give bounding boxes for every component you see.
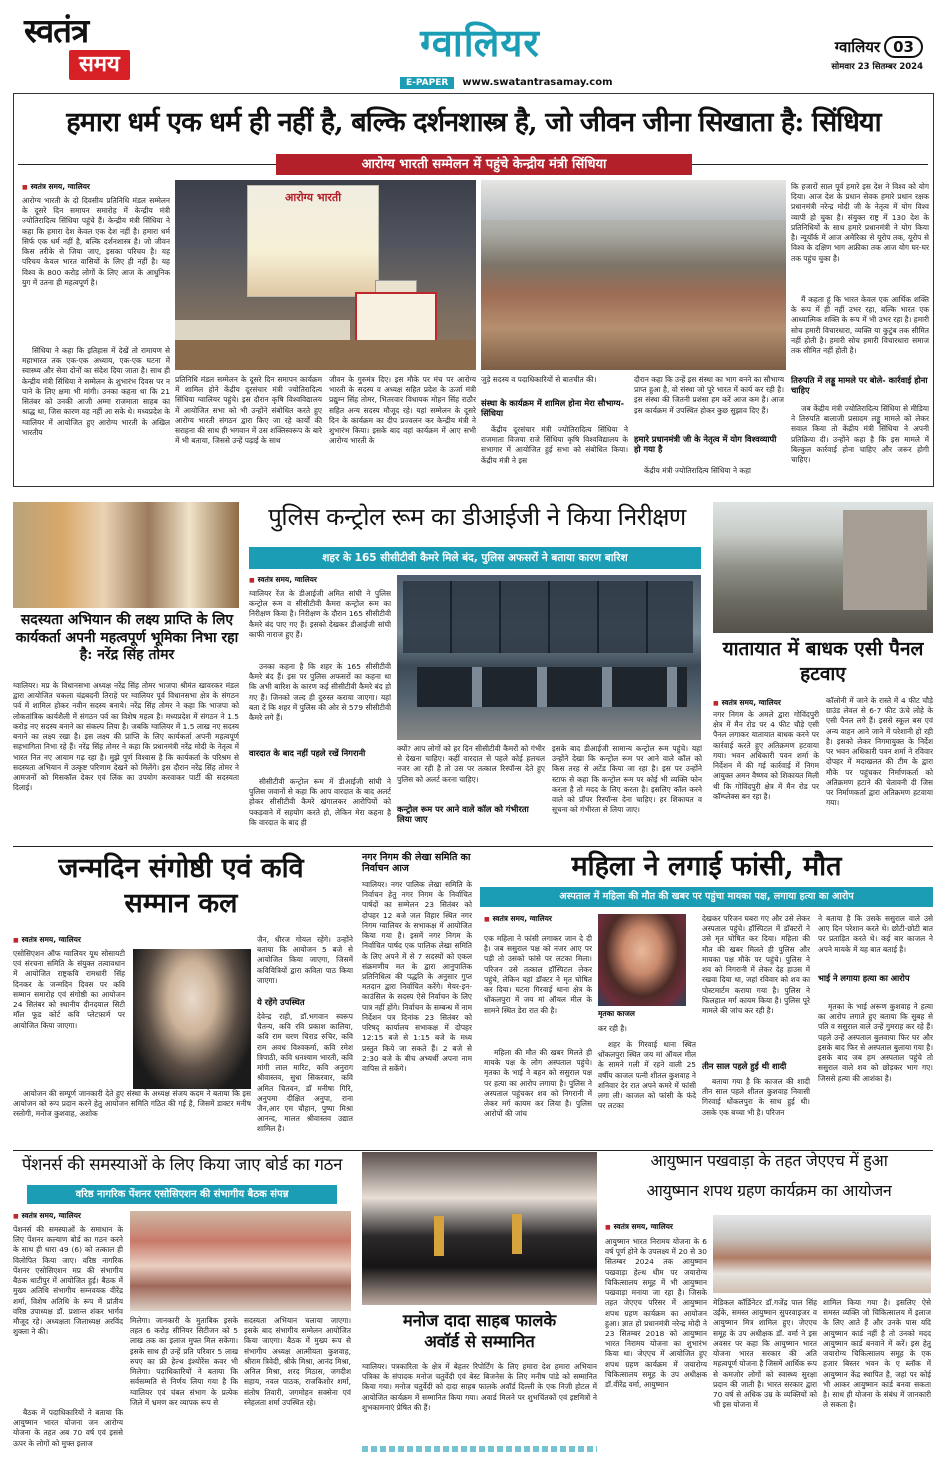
birthday-col2: जैन, धीरज गोयल रहेंगे। उन्होंने बताया कि आयोजन 5 बजे से आयोजित किया जाएगा, जिसमें कवियित्रियों द्वारा कविता पाठ किया जाएगा। xyxy=(257,935,353,985)
woman-col1b: महिला की मौत की खबर मिलते ही मायके पक्ष के लोग अस्पताल पहुंचे। मृतका के भाई ने बहन को ससुराल पक्ष पर हत्या का आरोप लगाया है। पुलिस ने अस्पताल पहुंचकर शव को निगरानी में लेकर मर्ग कायम कर लिया है। पुलिस आरोपों की जांच xyxy=(484,1048,592,1119)
membership-body: ग्वालियर। मप्र के विधानसभा अध्यक्ष नरेंद्र सिंह तोमर भाजपा श्रीमंत खावरकर मंडल द्वारा आयोजित चकला चंद्रबदनी तिराहे पर ग्वालियर पूर्व विधानसभा क्षेत्र के संगठन पर्व में शामिल होकर नवीन सदस्य बनाये। नरेंद्र सिंह तोमर ने कहा कि भाजपा को लोकतांत्रिक कार्यशैली में संगठन पर्व का विशेष महत्व है। मध्यप्रदेश में संगठन ने 1.5 करोड़ नए सदस्य बनाने का संकल्प लिया है। जबकि ग्वालियर में 1.5 लाख नए सदस्य बनाने का लक्ष्य रखा है। इस लक्ष्य की प्राप्ति के लिए कार्यकर्ता अपनी महत्वपूर्ण सहभागिता निभा रहे हैं। नरेंद्र सिंह तोमर ने कहा कि प्रधानमंत्री नरेंद्र मोदी के नेतृत्व में भारत नित नए आयाम गढ़ रहा है। मुझे पूर्ण विश्वास है कि कार्यकर्ता के परिश्रम से सदस्यता अभियान में उत्कृष्ट परिणाम देखने को मिलेंगे। इस दौरान नरेंद्र सिंह तोमर ने आमजनों को मिसकॉल देकर एवं लिंक का उपयोग करवाकर पार्टी की सदस्यता दिलाई। xyxy=(13,681,239,793)
video-wall xyxy=(403,581,693,653)
woman-col3: देखकर परिजन घबरा गए और उसे लेकर अस्पताल पहुंचे। हॉस्पिटल में डॉक्टरों ने उसे मृत घोषित कर दिया। महिला की मौत की खबर मिलते ही पुलिस और मायका पक्ष मौके पर पहुंचे। पुलिस ने शव को निगरानी में लेकर देह हाउस में रखवा दिया था, जहां रविवार को शव का पोस्टमार्टम कराया गया है। पुलिस ने फिलहाल मर्ग कायम किया है। पुलिस पूरे मामले की जांच कर रही है। xyxy=(702,914,810,1015)
police-col1: ग्वालियर रेंज के डीआईजी अमित सांघी ने पुलिस कन्ट्रोल रूम व सीसीटीवी कैमरा कन्ट्रोल रूम का निरीक्षण किया है। निरीक्षण के दौरान 165 सीसीटीवी कैमरे बंद पाए गए हैं। इसको देखकर डीआईजी सांघी काफी नाराज हुए हैं। xyxy=(249,589,391,639)
lead-col1b: सिंधिया ने कहा कि इतिहास में देखें तो रामायण से महाभारत तक एक-एक अध्याय, एक-एक घटना में स्वास्थ्य और सेवा दोनों का संदेश दिया जाता है। साथ ही केन्द्रीय मंत्री सिंधिया ने सम्मेलन के शुभारंभ दिवस पर न पाने के लिए क्षमा भी मांगी। उनका कहना था कि 21 सितंबर को उनकी आजी अम्मा राजमाता साहब का श्राद्ध था, जिस कारण वह नहीं आ सके थे। मध्यप्रदेश के ग्वालियर में आयोजित हुए आरोग्य भारती के अखिल भारतीय xyxy=(22,346,170,437)
lead-photo-stage xyxy=(175,180,476,370)
ayushman-col2: मेडिकल कॉर्डिनेटर डॉ.गजेंद्र पाल सिंह उईके, समस्त आयुष्मान सुपरवाइजर व आयुष्मान मित्र शामिल हुए। जेएएच समूह के उप अधीक्षक डॉ. वर्मा ने इस अवसर पर कहा कि आयुष्मान भारत योजना भारत सरकार की अति महत्वपूर्ण योजना है जिसमें आर्थिक रूप से कमजोर लोगों को स्वास्थ्य सुरक्षा प्रदान की जाती है। भारत सरकार द्वारा 70 वर्ष से अधिक उम्र के व्यक्तियों को भी इस योजना में xyxy=(713,1298,817,1410)
pensioners-story xyxy=(13,1155,353,1458)
pensioners-byline: ■ स्वतंत्र समय, ग्वालियर xyxy=(13,1211,81,1221)
pensioners-band: वरिष्ठ नागरिक पेंशनर एसोसिएशन की संभागीय बैठक संपन्न xyxy=(27,1185,337,1204)
pensioners-col1: पेंशनर्स की समस्याओं के समाधान के लिए पेंशनर कल्याण बोर्ड का गठन करने के साथ ही धारा 49 (6) को तत्काल ही विलोपित किया जाए। वरिष्ठ नागरिक पेंशनर एसोसिएशन मप्र की संभागीय बैठक थाटीपुर में आयोजित हुई। बैठक में मुख्य अतिथि संभागीय सम्नवयक वीरेंद्र शर्मा, विशेष अतिथि के रूप में प्रांतीय वरिष्ठ उपाध्यक्ष डॉ. प्रशान्त शंकर भार्गव मौजूद रहे। अध्यक्षता जिलाध्यक्ष अरविंद शुक्ला ने की। xyxy=(13,1225,123,1337)
woman-col4: ने बताया है कि उसके ससुराल वाले उसे आए दिन परेशान करते थे। छोटी-छोटी बात पर प्रताड़ित करते थे। कई बार काजल ने अपने मायके में यह बात बताई है। xyxy=(818,914,933,954)
lead-photo-audience xyxy=(481,180,786,370)
award-divider-band xyxy=(362,1446,597,1452)
police-col4: इसके बाद डीआईजी सामान्य कन्ट्रोल रूम पहुंचे। यहां उन्होंने देखा कि कन्ट्रोल रूम पर आने वाले कॉल को किस तरह से अटेंड किया जा रहा है। इस पर उन्होंने स्टाफ से कहा कि कन्ट्रोल रूम पर कोई भी व्यक्ति फोन करता है तो मदद के लिए करता है। इसलिए कॉल करने वाले को प्रॉपर रिस्पॉन्स देना चाहिए। हर शिकायत व सूचना को गंभीरता से लिया जाए। xyxy=(552,744,702,815)
epaper-bar xyxy=(400,70,618,88)
police-photo-control-room xyxy=(397,575,701,740)
award-photo xyxy=(362,1152,597,1305)
membership-headline: सदस्यता अभियान की लक्ष्य प्राप्ति के लिए कार्यकर्ता अपनी महत्वपूर्ण भूमिका निभा रहा है: नरेंद्र सिंह तोमर xyxy=(15,612,239,663)
lead-col5: दौरान कहा कि उन्हें इस संस्था का भाग बनने का सौभाग्य प्राप्त हुआ है, वो संस्था जो पूरे भारत में कार्य कर रही है। इस संस्था की जितनी प्रशंसा हम करें आज कम है। आज इस कार्यक्रम में उपस्थित होकर कुछ सुझाव दिए हैं। xyxy=(634,375,784,415)
woman-col4-subhead: भाई ने लगाया हत्या का आरोप xyxy=(818,973,910,983)
trophy-left xyxy=(434,1216,444,1256)
police-col2: सीसीटीवी कन्ट्रोल रूम में डीआईजी सांघी ने पुलिस जवानों से कहा कि आप वारदात के बाद अलर्ट होकर सीसीटीवी कैमरे खंगालकर आरोपियों को पकड़वाने में सहयोग करते हो, लेकिन मेरा कहना है कि वारदात के बाद ही xyxy=(249,777,391,827)
masthead xyxy=(0,0,945,92)
woman-col3-subhead: तीन साल पहले हुई थी शादी xyxy=(702,1061,787,1071)
birthday-byline: ■ स्वतंत्र समय, ग्वालियर xyxy=(13,935,81,945)
website-link[interactable]: www.swatantrasamay.com xyxy=(462,77,613,88)
monitor-row xyxy=(417,667,687,707)
birthday-col2-subhead: ये रहेंगे उपस्थित xyxy=(257,997,305,1007)
city-title: ग्वालियर xyxy=(420,21,540,65)
woman-band: अस्पताल में महिला की मौत की खबर पर पहुंचा मायका पक्ष, लगाया हत्या का आरोप xyxy=(480,887,933,907)
lead-col1: आरोग्य भारती के दो दिवसीय प्रतिनिधि मंडल सम्मेलन के दूसरे दिन समापन समारोह में केन्द्रीय मंत्री ज्योतिरादित्य सिंधिया पहुंचे हैं। केन्द्रीय मंत्री सिंधिया ने कहा कि हमारा देश केवल एक देश नहीं है। हमारा धर्म सिर्फ एक धर्म नहीं है, बल्कि दर्शनशास्त्र है। जो जीवन किस तरीके से जिया जाए, इसका परिचय है। यह परिचय केवल भारत वासियों के लिए ही नहीं है। यह विश्व के 800 करोड़ लोगों के लिए आज के आधुनिक युग में उतना ही महत्वपूर्ण है। xyxy=(22,196,170,287)
membership-story xyxy=(13,502,241,838)
section-divider xyxy=(13,846,933,847)
municipal-story xyxy=(362,852,472,1147)
ayushman-headline-1: आयुष्मान पखवाड़ा के तहत जेएएच में हुआ xyxy=(650,1151,888,1170)
lead-col6c: जब केंद्रीय मंत्री ज्योतिरादित्य सिंधिया से मीडिया ने तिरुपति बालाजी प्रसादम लड्डू मामले को लेकर सवाल किया तो केंद्रीय मंत्री सिंधिया ने अपनी प्रतिक्रिया दी। उन्होंने कहा है कि इस मामले में बिल्कुल कार्रवाई होना चाहिए और जरूर होगी चाहिए। xyxy=(791,404,929,465)
traffic-col2: कॉलोनी में जाने के रास्ते में 4 फीट चौड़े ग्राउंड लेवल से 6-7 फीट ऊंचे लोहे के एसी पैनल लगे हैं। इससे स्कूल बस एवं अन्य वाहन आने जाने में परेशानी हो रही है। इसको लेकर निगमायुक्त के निर्देश पर भवन अधिकारी पवन शर्मा ने रविवार दोपहर में मदाखलत की टीम के द्वारा मौके पर पहुंचकर निर्माणकर्ता को अतिक्रमण हटाने की चेतावनी दी जिस पर निर्माणकर्ता द्वारा अतिक्रमण हटवाया गया। xyxy=(826,696,933,808)
woman-story xyxy=(480,852,933,1147)
municipal-body: ग्वालियर। नगर पालिक लेखा समिति के निर्वाचन हेतु नगर निगम के निर्वाचित पार्षदों का सम्मेलन 23 सितंबर को दोपहर 12 बजे जल विहार स्थित नगर निगम ग्वालियर के सभाकक्ष में आयोजित किया गया है। इसमें नगर निगम के निर्वाचित पार्षद एक पालिक लेखा समिति के लिए अपने में से 7 सदस्यों को एकल संक्रमणीय मत के द्वारा आनुपातिक प्रतिनिधित्व की पद्धति के अनुसार गुप्त मतदान द्वारा निर्वाचित करेंगे। मेयर-इन-काउंसिल के सदस्य ऐसे निर्वाचन के लिए पात्र नहीं होंगे। निर्वाचन के सम्बन्ध में नाम निर्देशन पत्र दिनांक 23 सितंबर को परिषद् कार्यालय सभाकक्ष में दोपहर 12:15 बजे से 1:15 बजे के मध्य प्रस्तुत किये जा सकते हैं। 2 बजे से 2:30 बजे के बीच अभ्यर्थी अपना नाम वापिस ले सकेंगे। xyxy=(362,880,472,1073)
traffic-story xyxy=(713,502,933,838)
ayushman-story xyxy=(605,1152,933,1458)
police-byline: ■ स्वतंत्र समय, ग्वालियर xyxy=(249,575,317,585)
lead-col6: कि हजारों साल पूर्व हमारे इस देश ने विश्व को योग दिया। आज देश के प्रधान सेवक हमारे प्रधान रक्षक प्रधानमंत्री नरेन्द्र मोदी जी के नेतृत्व में योग विश्व व्यापी हो चुका है। संयुक्त राष्ट्र में 130 देश के प्रतिनिधियों के साथ हमारे प्रधानमंत्री ने योग किया है। न्यूयॉर्क में आज अमेरिका से यूरोप तक, यूरोप से विश्व के दक्षिण भाग अफ्रीका तक आज योग घर-घर तक पहुंच चुका है। xyxy=(791,182,929,263)
edition-date: सोमवार 23 सितम्बर 2024 xyxy=(831,62,923,72)
stage-table xyxy=(175,320,350,340)
traffic-byline: ■ स्वतंत्र समय, ग्वालियर xyxy=(713,698,781,708)
award-headline-2: अवॉर्ड से सम्मानित xyxy=(424,1332,535,1351)
birthday-col2b: देवेन्द्र राही, डॉ.भगवान स्वरूप चैतन्य, कवि रवि प्रकाश कालिया, कवि राम चरण चिराड रुचिर, कवि राम अवध विश्वकर्मा, कवि रमेश त्रिपाठी, कवि धनश्याम भारती, कवि मांगी लाल मारिट, कवि अनुराग श्रीवास्तव, सुधा सिकरवार, कवि अमित चितवन, डॉ मनीषा गिरि, अनुपमा दीक्षित अनुपा, राना जैन,आर एम चौहान, पुष्पा मिश्रा आनन्द, मालत श्रीवास्तव उद्यात शामिल है। xyxy=(257,1012,353,1134)
pensioners-col2: मिलेगा। जानकारी के मुताबिक इसके तहत 6 करोड़ सीनियर सिटीजन को 5 लाख तक का इलाज मुफ्त मिल सकेगा। इसके साथ ही उन्हें प्रति परिवार 5 लाख रुपए का फ्री हेल्थ इंश्योरेंस कवर भी मिलेगा। पदाधिकारियों ने बताया कि सर्वसम्मति से निर्णय लिया गया है कि ग्वालियर एवं चंबल संभाग के प्रत्येक जिले में भ्रमण कर व्यापक रूप से xyxy=(130,1316,238,1407)
edition-city: ग्वालियर xyxy=(834,38,881,56)
membership-photo xyxy=(13,502,239,608)
woman-col3b: बताया गया है कि काजल की शादी तीन साल पहले शीतल कुशवाह निवासी गिरवाई धोंकलपुरा के साथ हुई थी। उसके एक बच्चा भी है। परिजन xyxy=(702,1077,810,1117)
ayushman-byline: ■ स्वतंत्र समय, ग्वालियर xyxy=(605,1222,673,1232)
birthday-story xyxy=(13,852,353,1147)
birthday-headline: जन्मदिन संगोष्ठी एवं कवि सम्मान कल xyxy=(58,853,304,919)
pensioners-col3: सदस्यता अभियान चलाया जाएगा। इसके बाद संभागीय सम्मेलन आयोजित किया जाएगा। बैठक में मुख्य रूप से संभागीय अध्यक्ष आत्मीयता कुशवाह, श्रीराम त्रिवेदी, श्रीके मिश्रा, आनंद मिश्रा, अनिल मिश्रा, शरद मिठास, जगदीश सहाय, नवल पाठक, राजकिशोर शर्मा, संतोष तिवारी, जगमोहन सक्सेना एवं स्नेहलता शर्मा उपस्थित रहे। xyxy=(244,1316,351,1407)
woman-col1: एक महिला ने फांसी लगाकर जान दे दी है। जब ससुराल पक्ष को नजर आए पर पड़ी तो उसको फांसे पर लटका मिला। परिजन उसे तत्काल हॉस्पिटल लेकर पहुंचे, लेकिन यहां डॉक्टर ने मृत घोषित कर दिया। घटना गिरवाई थाना क्षेत्र के धोंकलपुरा में जय मां ऑयल मील के सामने स्थित डेरा रात की है। xyxy=(484,934,592,1015)
stage-floor xyxy=(175,340,476,370)
police-col3: क्यों? आप लोगों को हर दिन सीसीटीवी कैमरों को गंभीर से देखना चाहिए। कहीं वारदात से पहले कोई हलचल नजर आ रही है तो उस पर तत्काल रिस्पॉन्स देते हुए पुलिस को अलर्ट करना चाहिए। xyxy=(397,744,545,784)
birthday-col1: एसोसिएशन ऑफ ग्वालियर यूथ सोसायटी एवं संरचना समिति के संयुक्त तत्वावधान में आयोजित राष्ट्रकवि रामधारी सिंह दिनकर के जन्मदिन दिवस पर कवि सम्मान समारोह एवं संगोष्ठी का आयोजन 24 सितंबर को स्थानीय दीनदयाल सिटी मॉल फूड कोर्ट कवि प्लेटफ़ार्म पर आयोजित किया जाएगा। xyxy=(13,949,125,1030)
ayushman-photo xyxy=(713,1215,931,1293)
lead-col6-subhead: तिरुपति में लड्डू मामले पर बोले- कार्रवाई होना चाहिए xyxy=(791,375,928,395)
lead-col2: प्रतिनिधि मंडल सम्मेलन के दूसरे दिन समापन कार्यक्रम में शामिल होने केंद्रीय दूरसंचार मंत्री ज्योतिरादित्य सिंधिया ग्वालियर पहुंचे। इस दौरान कृषि विश्वविद्यालय में आयोजित सभा को भी उन्होंने संबोधित करते हुए आरोग्य भारती संगठन द्वारा किए जा रहे कार्यों की सराहना की साथ ही भगवान में उस शक्तिस्वरूप के बारे में भी बताया, जिससे उन्हें पढ़ाई के साथ xyxy=(175,375,322,446)
building xyxy=(843,510,927,610)
page-info xyxy=(798,36,923,72)
traffic-col1: नगर निगम के अमले द्वारा गोविंदपुरी क्षेत्र में मैन रोड पर 4 फीट चौड़े एसी पैनल लगाकर यातायात बाधक करने पर कार्रवाई करते हुए अतिक्रमण हटवाया गया। भवन अधिकारी पवन शर्मा के निर्देशन में की गई कार्रवाई में निगम आयुक्त अमन वैष्णव को शिकायत मिली थी कि गोविंदपुरी क्षेत्र में मैन रोड पर कॉम्प्लेक्स बन रहा है। xyxy=(713,710,819,801)
ayushman-col3: शामिल किया गया है। इसलिए ऐसे समस्त व्यक्ति जो चिकित्सालय में इलाज के लिए आते हैं और उनके पास यदि आयुष्मान कार्ड नहीं है तो उनको मदद आयुष्मान कार्ड बनवाने में करें। इस हेतु जयारोग्य चिकित्सालय समूह के एक हजार बिस्तर भवन के ए ब्लॉक में आयुष्मान केंद्र स्थापित है, जहां पर कोई भी आकर आयुष्मान कार्ड बनवा सकता है। साथ ही योजना के संबंध में जानकारी ले सकता है। xyxy=(823,1298,931,1410)
award-headline-1: मनोज दादा साहब फालके xyxy=(402,1311,557,1330)
award-story xyxy=(362,1152,597,1458)
lead-col5-subhead: हमारे प्रधानमंत्री जी के नेतृत्व में योग विश्वव्यापी हो गया है xyxy=(634,434,777,454)
birthday-col1b: आयोजन की सम्पूर्ण जानकारी देते हुए संस्था के अध्यक्ष संजय कदम ने बताया कि इस आयोजन को रूप प्रदान करने हेतु आयोजन समिति गठित की गई है, जिसमें डाक्टर मनीष रस्तोगी, मनोज कुशवाह, अशोक xyxy=(13,1089,251,1119)
dinkar-portrait xyxy=(133,949,251,1089)
lead-col4b: केंद्रीय दूरसंचार मंत्री ज्योतिरादित्य सिंधिया ने राजमाता विजया राजे सिंधिया कृषि विश्वविद्यालय के सभागार में आयोजित हुई सभा को संबोधित किया। केंद्रीय मंत्री ने इस xyxy=(481,425,628,465)
award-body: ग्वालियर। पत्रकारिता के क्षेत्र में बेहतर रिपोर्टिंग के लिए हमारा देश हमारा अभियान पत्रिका के संपादक मनोज चतुर्वेदी एवं बेस्ट बिजनेस के लिए मनीष पांडे को सम्मानित किया गया। मनोज चतुर्वेदी को दादा साहब फालके अवॉर्ड दिल्ली के एक निजी होटल में आयोजित कार्यक्रम में सम्मानित किया गया। अवार्ड मिलने पर शुभचिंतकों एवं इष्टमित्रों ने शुभकामनाएं प्रेषित की हैं। xyxy=(362,1362,597,1412)
lead-band-rule xyxy=(692,164,928,165)
victim-photo-caption: मृतका काजल xyxy=(598,1009,635,1018)
pensioners-headline: पेंशनर्स की समस्याओं के लिए किया जाए बोर्ड का गठन xyxy=(21,1154,343,1174)
municipal-headline: नगर निगम की लेखा समिति का निर्वाचन आज xyxy=(362,852,471,875)
lead-story xyxy=(13,93,934,487)
ayushman-headline-2: आयुष्मान शपथ ग्रहण कार्यक्रम का आयोजन xyxy=(646,1181,892,1200)
epaper-label: E-PAPER xyxy=(400,77,454,89)
woman-byline: ■ स्वतंत्र समय, ग्वालियर xyxy=(484,914,552,924)
police-story xyxy=(249,502,705,838)
victim-photo xyxy=(598,914,686,1006)
hall-ceiling xyxy=(481,180,786,220)
lead-headline: हमारा धर्म एक धर्म ही नहीं है, बल्कि दर्शनशास्त्र है, जो जीवन जीना सिखाता है: सिंधिया xyxy=(66,107,881,138)
logo xyxy=(24,12,152,86)
police-col1-subhead: वारदात के बाद नहीं पहले रखें निगरानी xyxy=(249,748,366,758)
police-col3-subhead: कन्ट्रोल रूम पर आने वाले कॉल को गंभीरता लिया जाए xyxy=(397,804,529,824)
lead-col5b: केंद्रीय मंत्री ज्योतिरादित्य सिंधिया ने कहा xyxy=(644,466,751,475)
lead-col6b: मैं कहता हूं कि भारत केवल एक आर्थिक शक्ति के रूप में ही नहीं उभर रहा, बल्कि भारत एक आध्यात्मिक शक्ति के रूप में भी उभर रहा है। हमारी सोच हमारी विचारधारा, व्यक्ति या कुटुंब तक सीमित नहीं होती है। हमारी सोच हमारी विचारधारा समाज तक सीमित नहीं होती है। xyxy=(791,295,929,356)
trophy-right xyxy=(512,1214,522,1254)
woman-col2: कर रही है। xyxy=(598,1024,627,1033)
lead-band-rule xyxy=(18,164,276,165)
pensioners-photo xyxy=(130,1211,351,1311)
woman-col4b: मृतका के भाई अरूण कुशवाह ने हत्या का आरोप लगाते हुए बताया कि सुबह से पति व ससुराल वाले उन्हें गुमराह कर रहे हैं। पहले उन्हें अस्पताल बुलवाया फिर घर और इसके बाद फिर से अस्पताल बुलाया गया है। इसके बाद जब हम अस्पताल पहुंचे तो ससुराल वाले शव को छोड़कर भाग गए। जिससे हत्या की आशंका है। xyxy=(818,1002,933,1083)
lead-col4: जुड़े सदस्य व पदाधिकारियों से बातचीत की। xyxy=(481,375,597,384)
woman-col2b: शहर के गिरवाई थाना स्थित धोंकलपुरा स्थित जय मां ऑयल मील के सामने गली में रहने वाली 25 वर्षीय काजल पत्नी शीतल कुशवाह ने शनिवार देर रात अपने कमरे में फांसी लगा ली। काजल को फांसी के फंदे पर लटका xyxy=(598,1040,696,1111)
traffic-headline: यातायात में बाधक एसी पैनल हटवाए xyxy=(722,638,924,685)
stage-banner xyxy=(247,185,379,297)
police-band: शहर के 165 सीसीटीवी कैमरे मिले बंद, पुलिस अफसरों ने बताया कारण बारिश xyxy=(249,547,701,569)
lead-band: आरोग्य भारती सम्मेलन में पहुंचे केन्द्रीय मंत्री सिंधिया xyxy=(276,154,692,175)
logo-top: स्वतंत्र xyxy=(24,11,89,50)
page-number: 03 xyxy=(884,36,923,58)
woman-headline: महिला ने लगाई फांसी, मौत xyxy=(571,851,842,882)
lead-col3: जीवन के गुरुमंत्र दिए। इस मौके पर मंच पर आरोग्य भारती के सदस्य व अध्यक्ष सहित प्रदेश के ऊर्जा मंत्री प्रद्युम्न सिंह तोमर, भितरवार विधायक मोहन सिंह राठौर सहित अन्य सदस्य मौजूद रहे। यहां सम्मेलन के दूसरे दिन के कार्यक्रम का दीप प्रज्वलन कर केन्द्रीय मंत्री ने शुभारंभ किया। इसके बाद वहां कार्यक्रम में आए सभी आरोग्य भारती के xyxy=(329,375,476,446)
police-headline: पुलिस कन्ट्रोल रूम का डीआईजी ने किया निरीक्षण xyxy=(268,503,686,531)
logo-bottom: समय xyxy=(69,50,130,80)
banner-text: आरोग्य भारती xyxy=(284,191,342,204)
lead-col4-subhead: संस्था के कार्यक्रम में शामिल होना मेरा सौभाग्य- सिंधिया xyxy=(481,398,625,418)
pensioners-col1b: बैठक में पदाधिकारियों ने बताया कि आयुष्मान भारत योजना जन आरोग्य योजना के तहत अब 70 वर्ष एवं इससे ऊपर के लोगों को मुफ्त इलाज xyxy=(13,1408,123,1448)
traffic-photo xyxy=(713,502,933,633)
ayushman-col1: आयुष्मान भारत निरामय योजना के 6 वर्ष पूर्ण होने के उपलक्ष्य में 20 से 30 सितम्बर 2024 तक आयुष्मान पखवाड़ा हेल्थ थीम पर जयारोग्य चिकित्सालय समूह में भी आयुष्मान पखवाड़ा मनाया जा रहा है। जिसके तहत जेएएच परिसर में आयुष्मान शपथ ग्रहण कार्यक्रम का आयोजन हुआ। ज्ञात हो प्रधानमंत्री नरेन्द्र मोदी ने 23 सितम्बर 2018 को आयुष्मान भारत निरामय योजना का शुभारंभ किया था। जेएएच में आयोजित हुए शपथ ग्रहण कार्यक्रम में जयारोग्य चिकित्सालय समूह के उप अधीक्षक डॉ.वीरेंद्र वर्मा, आयुष्मान xyxy=(605,1237,707,1390)
police-col1b: उनका कहना है कि शहर के 165 सीसीटीवी कैमरे बंद हैं। इस पर पुलिस अफसरों का कहना था कि अभी बारिश के कारण कई सीसीटीवी कैमरे बंद हो गए हैं। जिनको जल्द ही दुरुस्त कराया जाएगा। यहां बता दें कि शहर में पुलिस की ओर से 579 सीसीटीवी कैमरे लगे हैं। xyxy=(249,662,391,723)
lead-byline: ■ स्वतंत्र समय, ग्वालियर xyxy=(22,182,90,192)
